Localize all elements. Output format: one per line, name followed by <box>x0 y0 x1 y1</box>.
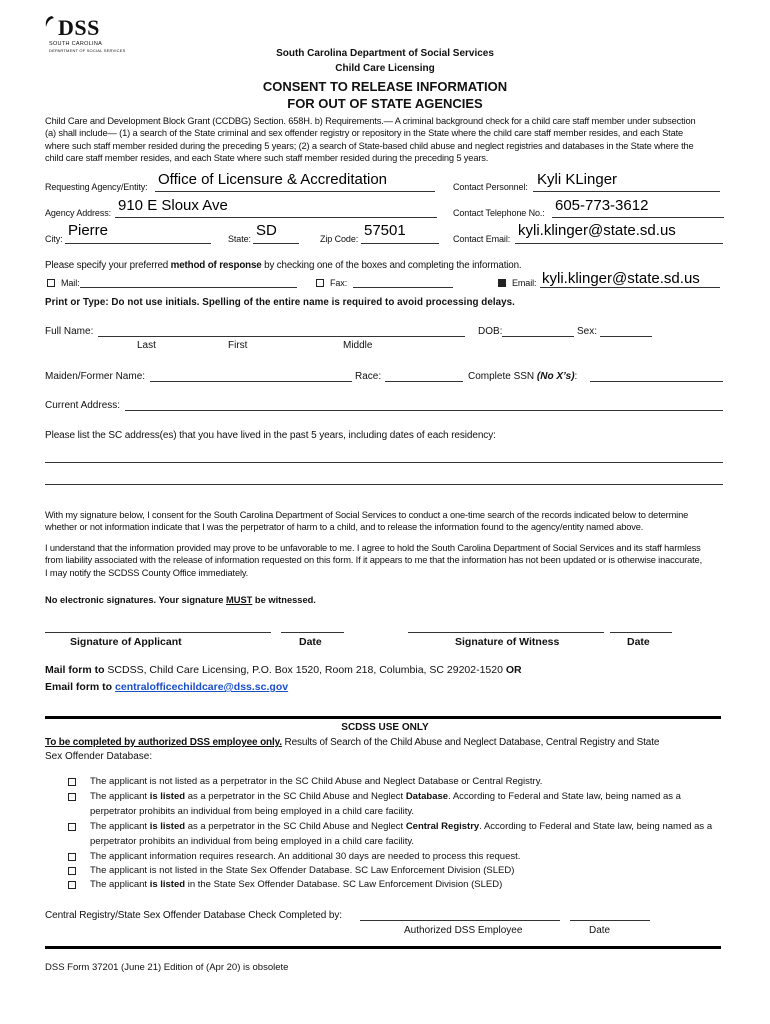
signature-note-c: be witnessed. <box>252 595 316 605</box>
mail-to-label: Mail form to <box>45 664 105 676</box>
residency-prompt: Please list the SC address(es) that you have lived in the past 5 years, including dates of each residency: <box>45 430 496 441</box>
employee-caption: Authorized DSS Employee <box>404 925 523 936</box>
result-checkbox[interactable] <box>68 867 76 875</box>
result-text: as a perpetrator in the SC Child Abuse and Neglect <box>185 791 406 802</box>
requesting-agency-label: Requesting Agency/Entity: <box>45 182 148 192</box>
intro-paragraph <box>45 115 735 165</box>
last-caption: Last <box>137 340 156 351</box>
maiden-name-line[interactable] <box>150 381 352 382</box>
contact-phone-line <box>552 217 724 218</box>
understand-line: I understand that the information provided may prove to be unfavorable to me. I agree to hold the South Carolina Department of Social Services and its staff harmless <box>45 543 701 553</box>
requesting-agency-field[interactable]: Office of Licensure & Accreditation <box>158 171 388 188</box>
result-text-bold: is listed <box>149 821 186 832</box>
witness-date-line[interactable] <box>610 632 672 633</box>
understand-paragraph <box>45 542 735 579</box>
mail-option[interactable] <box>47 278 80 288</box>
result-item[interactable] <box>68 775 728 790</box>
signature-witness-caption: Signature of Witness <box>455 636 560 648</box>
result-text: The applicant is not listed in the State Sex Offender Database. SC Law Enforcement Division (SLED) <box>90 865 515 876</box>
logo-swoosh-icon <box>43 15 55 29</box>
use-only-lead <box>45 737 659 748</box>
full-name-label: Full Name: <box>45 326 94 337</box>
use-only-lead-line2: Sex Offender Database: <box>45 751 153 762</box>
signature-note-must: MUST <box>226 595 253 605</box>
result-item[interactable] <box>68 864 728 879</box>
state-line <box>253 243 299 244</box>
consent-line: whether or not information indicate that I was the perpetrator of harm to a child, and to release the information found to the agency/entity named above. <box>45 522 644 533</box>
result-text-bold: Database <box>405 791 449 802</box>
mail-line <box>80 287 297 288</box>
result-text: as a perpetrator in the SC Child Abuse and Neglect <box>185 821 406 832</box>
race-label: Race: <box>355 371 382 382</box>
prompt-text-bold: method of response <box>170 260 262 271</box>
contact-personnel-label: Contact Personnel: <box>453 182 528 192</box>
use-only-bottom-rule <box>45 946 721 949</box>
form-title-2: FOR OUT OF STATE AGENCIES <box>287 96 483 111</box>
result-text-bold: is listed <box>149 791 186 802</box>
full-name-line[interactable] <box>98 336 465 337</box>
dob-label: DOB: <box>478 326 503 337</box>
email-to-link[interactable]: centralofficechildcare@dss.sc.gov <box>115 681 289 693</box>
email-to-label: Email form to <box>45 681 113 693</box>
employee-signature-line[interactable] <box>360 920 560 921</box>
sex-label: Sex: <box>577 326 598 337</box>
result-text: The applicant <box>90 821 150 832</box>
form-title-1: CONSENT TO RELEASE INFORMATION <box>262 79 508 94</box>
result-checkbox[interactable] <box>68 778 76 786</box>
fax-label: Fax: <box>330 278 348 288</box>
contact-email-line <box>515 243 723 244</box>
ssn-note: (No X’s) <box>536 371 575 382</box>
maiden-name-label: Maiden/Former Name: <box>45 371 146 382</box>
zip-label: Zip Code: <box>320 234 359 244</box>
result-item[interactable] <box>68 878 728 893</box>
email-checkbox[interactable] <box>498 279 506 287</box>
result-checkbox[interactable] <box>68 881 76 889</box>
logo-sub2: DEPARTMENT OF SOCIAL SERVICES <box>49 48 126 53</box>
form-footer: DSS Form 37201 (June 21) Edition of (Apr 20) is obsolete <box>45 962 289 973</box>
witness-signature-line[interactable] <box>408 632 604 633</box>
intro-line: (a) shall include— (1) a search of the State criminal and sex offender registry or repository in the State where the child care staff member resides, and each State <box>45 128 684 139</box>
date-caption-1: Date <box>299 636 322 648</box>
result-text: The applicant <box>90 879 150 890</box>
middle-caption: Middle <box>343 340 373 351</box>
race-line[interactable] <box>385 381 463 382</box>
result-item[interactable] <box>68 850 728 865</box>
zip-field[interactable]: 57501 <box>364 222 406 239</box>
applicant-date-line[interactable] <box>281 632 344 633</box>
residency-line-2[interactable] <box>45 484 723 485</box>
contact-email-label: Contact Email: <box>453 234 511 244</box>
state-label: State: <box>228 234 251 244</box>
sex-line[interactable] <box>600 336 652 337</box>
result-item[interactable] <box>68 790 728 819</box>
residency-line-1[interactable] <box>45 462 723 463</box>
print-note: Print or Type: Do not use initials. Spelling of the entire name is required to avoid processing delays. <box>45 297 515 308</box>
response-email-field[interactable]: kyli.klinger@state.sd.us <box>542 270 700 287</box>
contact-personnel-line <box>533 191 720 192</box>
city-field[interactable]: Pierre <box>68 222 109 239</box>
agency-address-label: Agency Address: <box>45 208 112 218</box>
logo-sub1: SOUTH CAROLINA <box>49 41 103 47</box>
result-text: . According to Federal and State law, being named as a perpetrator prohibits an individual from being employed in a child care facility. <box>90 821 713 847</box>
current-address-line[interactable] <box>125 410 723 411</box>
result-text: The applicant information requires research. An additional 30 days are needed to process this request. <box>90 851 521 862</box>
response-method-prompt <box>45 260 521 271</box>
understand-line: from liability associated with the release of information requested on this form. If it appears to me that the information has not been updated or is otherwise inaccurate, <box>45 555 703 566</box>
fax-option[interactable] <box>316 278 347 288</box>
mail-to-or: OR <box>505 664 522 676</box>
signature-note-a: No electronic signatures. Your signature <box>45 595 226 605</box>
use-only-lead-rest: Results of Search of the Child Abuse and Neglect Database, Central Registry and State <box>281 737 660 748</box>
ssn-line[interactable] <box>590 381 723 382</box>
prompt-text-a: Please specify your preferred <box>45 260 171 271</box>
logo-text: DSS <box>58 15 100 40</box>
ssn-label-text: Complete SSN <box>468 371 537 382</box>
consent-paragraph <box>45 509 735 534</box>
city-label: City: <box>45 234 63 244</box>
contact-phone-label: Contact Telephone No.: <box>453 208 545 218</box>
date-caption-2: Date <box>627 636 650 648</box>
understand-line: I may notify the SCDSS County Office immediately. <box>45 567 249 578</box>
contact-phone-field[interactable]: 605-773-3612 <box>555 197 649 214</box>
use-only-lead-underlined: To be completed by authorized DSS employee only. <box>45 737 282 748</box>
mail-checkbox[interactable] <box>47 279 55 287</box>
mail-to-address: SCDSS, Child Care Licensing, P.O. Box 1520, Room 218, Columbia, SC 29202-1520 <box>104 664 506 676</box>
agency-address-field[interactable]: 910 E Sloux Ave <box>118 197 228 214</box>
employee-date-line[interactable] <box>570 920 650 921</box>
zip-line <box>361 243 439 244</box>
signature-applicant-caption: Signature of Applicant <box>70 636 182 648</box>
result-checkbox[interactable] <box>68 793 76 801</box>
result-checkbox[interactable] <box>68 823 76 831</box>
contact-personnel-field[interactable]: Kyli KLinger <box>537 171 618 188</box>
first-caption: First <box>228 340 248 351</box>
intro-line: child care staff member resides, and each State where such staff member resided during the preceding 5 years. <box>45 153 489 164</box>
state-field[interactable]: SD <box>256 222 277 239</box>
mail-label: Mail: <box>61 278 80 288</box>
ssn-colon: : <box>574 371 578 382</box>
contact-email-field[interactable]: kyli.klinger@state.sd.us <box>518 222 676 239</box>
agency-name: South Carolina Department of Social Services <box>276 48 494 59</box>
ssn-label <box>468 371 577 382</box>
city-line <box>65 243 211 244</box>
applicant-signature-line[interactable] <box>45 632 271 633</box>
division-name: Child Care Licensing <box>335 63 435 74</box>
requesting-agency-line <box>155 191 435 192</box>
check-completed-label: Central Registry/State Sex Offender Database Check Completed by: <box>45 910 342 921</box>
employee-date-caption: Date <box>589 925 611 936</box>
prompt-text-c: by checking one of the boxes and completing the information. <box>261 260 522 271</box>
result-text: The applicant <box>90 791 150 802</box>
result-text: in the State Sex Offender Database. SC Law Enforcement Division (SLED) <box>185 879 503 890</box>
consent-line: With my signature below, I consent for the South Carolina Department of Social Services to conduct a one-time search of the records indicated below to determine <box>45 510 689 520</box>
intro-line: where such staff member resided during the preceding 5 years; (2) a search of State-based child abuse and neglect registries and databases in the State where the <box>45 140 694 151</box>
result-text-bold: Central Registry <box>405 821 480 832</box>
result-checkbox[interactable] <box>68 853 76 861</box>
result-text-bold: is listed <box>149 879 186 890</box>
fax-checkbox[interactable] <box>316 279 324 287</box>
result-item[interactable] <box>68 820 728 849</box>
fax-line <box>353 287 453 288</box>
signature-note <box>45 595 316 605</box>
email-label: Email: <box>512 278 537 288</box>
use-only-top-rule <box>45 716 721 719</box>
email-option[interactable] <box>498 278 536 288</box>
mail-to <box>45 664 522 676</box>
dob-line[interactable] <box>502 336 574 337</box>
result-text: The applicant is not listed as a perpetrator in the SC Child Abuse and Neglect Database or Central Registry. <box>90 776 543 787</box>
email-to <box>45 681 288 693</box>
use-only-title: SCDSS USE ONLY <box>341 722 429 733</box>
result-text: . According to Federal and State law, being named as a perpetrator prohibits an individual from being employed in a child care facility. <box>90 791 681 817</box>
agency-address-line <box>115 217 437 218</box>
intro-line: Child Care and Development Block Grant (CCDBG) Section. 658H. b) Requirements.— A criminal background check for a child care staff member under subsection <box>45 116 696 126</box>
email-line <box>540 287 720 288</box>
current-address-label: Current Address: <box>45 400 121 411</box>
